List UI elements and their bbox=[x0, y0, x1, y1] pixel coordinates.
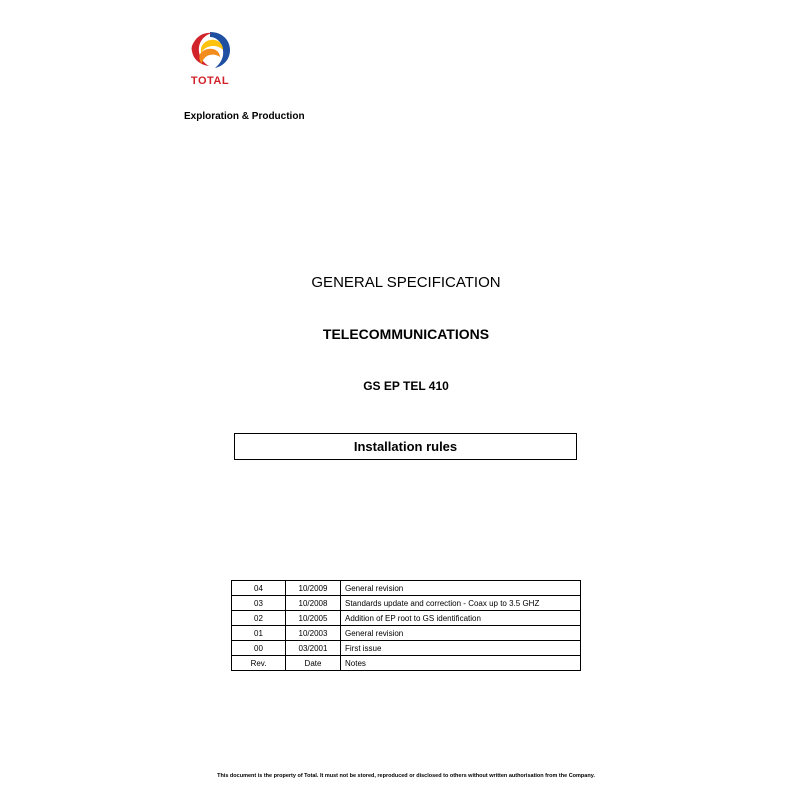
date-cell: 10/2003 bbox=[286, 626, 341, 641]
rev-cell: 01 bbox=[232, 626, 286, 641]
company-logo bbox=[186, 28, 234, 92]
spec-code: GS EP TEL 410 bbox=[363, 379, 449, 393]
date-cell: 10/2005 bbox=[286, 611, 341, 626]
date-header: Date bbox=[286, 656, 341, 671]
date-cell: 03/2001 bbox=[286, 641, 341, 656]
rev-cell: 03 bbox=[232, 596, 286, 611]
notes-cell: First issue bbox=[341, 641, 581, 656]
notes-cell: Standards update and correction - Coax up to 3.5 GHZ bbox=[341, 596, 581, 611]
spec-type-heading: GENERAL SPECIFICATION bbox=[311, 274, 501, 291]
spec-subject-heading: TELECOMMUNICATIONS bbox=[322, 326, 490, 342]
table-row bbox=[232, 626, 581, 641]
rev-cell: 04 bbox=[232, 581, 286, 596]
notes-cell: General revision bbox=[341, 626, 581, 641]
date-cell: 10/2008 bbox=[286, 596, 341, 611]
table-row bbox=[232, 641, 581, 656]
date-cell: 10/2009 bbox=[286, 581, 341, 596]
notes-cell: Addition of EP root to GS identification bbox=[341, 611, 581, 626]
rev-cell: 02 bbox=[232, 611, 286, 626]
notes-header: Notes bbox=[341, 656, 581, 671]
confidentiality-footer: This document is the property of Total. It must not be stored, reproduced or disclosed to others without written authorisation from the Company. bbox=[217, 773, 595, 779]
rev-cell: 00 bbox=[232, 641, 286, 656]
division-name: Exploration & Production bbox=[184, 111, 305, 122]
table-header-row bbox=[232, 656, 581, 671]
logo-wordmark: TOTAL bbox=[190, 75, 230, 87]
document-title: Installation rules bbox=[353, 439, 458, 454]
notes-cell: General revision bbox=[341, 581, 581, 596]
revision-table bbox=[231, 580, 581, 671]
document-title-box bbox=[234, 433, 577, 460]
table-row bbox=[232, 596, 581, 611]
total-logo-icon bbox=[186, 28, 234, 74]
table-row bbox=[232, 581, 581, 596]
rev-header: Rev. bbox=[232, 656, 286, 671]
table-row bbox=[232, 611, 581, 626]
